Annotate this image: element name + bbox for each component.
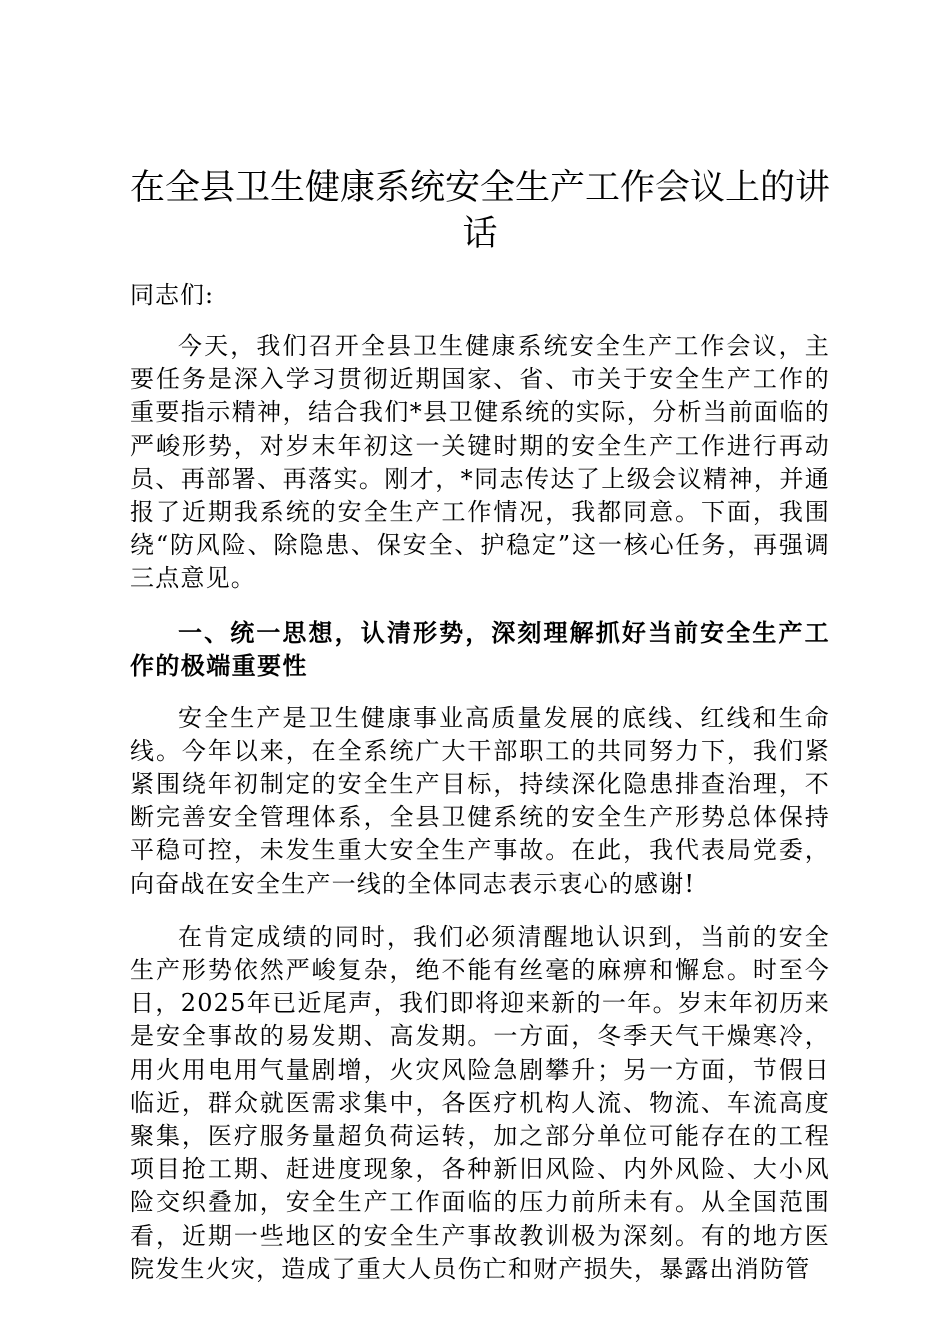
body-paragraph: 在肯定成绩的同时，我们必须清醒地认识到，当前的安全生产形势依然严峻复杂，绝不能有丝毫的麻痹和懈怠。时至今日，2025年已近尾声，我们即将迎来新的一年。岁末年初历来是安全事故的易发期、高发期。一方面，冬季天气干燥寒冷，用火用电用气量剧增，火灾风险急剧攀升；另一方面，节假日临近，群众就医需求集中，各医疗机构人流、物流、车流高度聚集，医疗服务量超负荷运转，加之部分单位可能存在的工程项目抢工期、赶进度现象，各种新旧风险、内外风险、大小风险交织叠加，安全生产工作面临的压力前所未有。从全国范围看，近期一些地区的安全生产事故教训极为深刻。有的地方医院发生火灾，造成了重大人员伤亡和财产损失，暴露出消防管 [130,922,830,1283]
section-heading: 一、统一思想，认清形势，深刻理解抓好当前安全生产工作的极端重要性 [130,617,830,680]
document-title: 在全县卫生健康系统安全生产工作会议上的讲话 [129,168,830,254]
salutation: 同志们: [130,281,215,309]
body-paragraph: 今天，我们召开全县卫生健康系统安全生产工作会议，主要任务是深入学习贯彻近期国家、省、市关于安全生产工作的重要指示精神，结合我们*县卫健系统的实际，分析当前面临的严峻形势，对岁末年初这一关键时期的安全生产工作进行再动员、再部署、再落实。刚才，*同志传达了上级会议精神，并通报了近期我系统的安全生产工作情况，我都同意。下面，我围绕“防风险、除隐患、保安全、护稳定”这一核心任务，再强调三点意见。 [130,332,830,593]
document-page [130,165,830,1286]
body-paragraph: 安全生产是卫生健康事业高质量发展的底线、红线和生命线。今年以来，在全系统广大干部职工的共同努力下，我们紧紧围绕年初制定的安全生产目标，持续深化隐患排查治理，不断完善安全管理体系，全县卫健系统的安全生产形势总体保持平稳可控，未发生重大安全生产事故。在此，我代表局党委，向奋战在安全生产一线的全体同志表示衷心的感谢! [130,703,830,898]
